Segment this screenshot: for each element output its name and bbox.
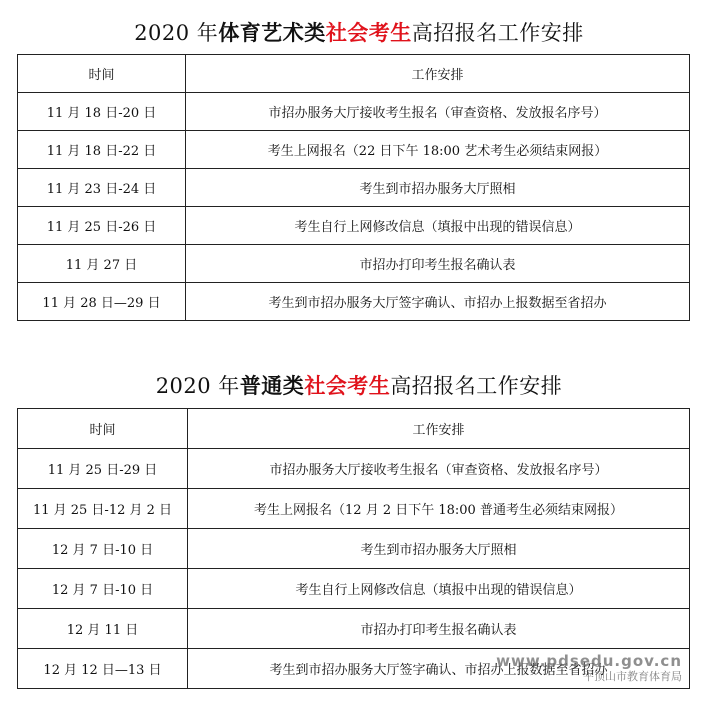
row-date: 12 月 11 日 xyxy=(18,609,188,649)
row-date: 11 月 28 日—29 日 xyxy=(18,283,186,321)
table-row xyxy=(18,245,690,283)
section1-title-rest: 高招报名工作安排 xyxy=(411,21,584,45)
section2-title-category: 普通类 xyxy=(239,373,305,398)
section2-title xyxy=(0,372,718,400)
table-row xyxy=(18,93,690,131)
section2-title-year: 2020 年 xyxy=(155,374,240,398)
row-date: 11 月 25 日-26 日 xyxy=(18,207,186,245)
row-date: 11 月 23 日-24 日 xyxy=(18,169,186,207)
table-row xyxy=(18,207,690,245)
row-task: 考生上网报名（12 月 2 日下午 18:00 普通考生必须结束网报） xyxy=(188,489,690,529)
header-time: 时间 xyxy=(18,55,186,93)
row-date: 12 月 7 日-10 日 xyxy=(18,529,188,569)
table-header-row xyxy=(18,55,690,93)
row-task: 市招办服务大厅接收考生报名（审查资格、发放报名序号） xyxy=(186,93,690,131)
watermark-url: www.pdsedu.gov.cn xyxy=(496,652,682,670)
header-task: 工作安排 xyxy=(188,409,690,449)
table-row xyxy=(18,489,690,529)
site-watermark xyxy=(496,652,682,684)
table-header-row xyxy=(18,409,690,449)
row-task: 考生自行上网修改信息（填报中出现的错误信息） xyxy=(186,207,690,245)
section2-title-highlight: 社会考生 xyxy=(304,373,391,398)
header-time: 时间 xyxy=(18,409,188,449)
table-row xyxy=(18,449,690,489)
row-task: 考生到市招办服务大厅签字确认、市招办上报数据至省招办 xyxy=(186,283,690,321)
row-date: 11 月 25 日-29 日 xyxy=(18,449,188,489)
table-row xyxy=(18,169,690,207)
section1-title-highlight: 社会考生 xyxy=(325,20,412,45)
section1-title-year: 2020 年 xyxy=(134,21,219,45)
row-task: 市招办服务大厅接收考生报名（审查资格、发放报名序号） xyxy=(188,449,690,489)
row-date: 11 月 27 日 xyxy=(18,245,186,283)
row-date: 11 月 18 日-22 日 xyxy=(18,131,186,169)
row-task: 市招办打印考生报名确认表 xyxy=(186,245,690,283)
table-row xyxy=(18,609,690,649)
row-task: 考生到市招办服务大厅签字确认、市招办上报数据至省招办 xyxy=(188,649,690,689)
section1-title-category: 体育艺术类 xyxy=(218,20,326,45)
section2-title-rest: 高招报名工作安排 xyxy=(390,374,563,398)
header-task: 工作安排 xyxy=(186,55,690,93)
table-row xyxy=(18,131,690,169)
row-task: 考生自行上网修改信息（填报中出现的错误信息） xyxy=(188,569,690,609)
row-task: 市招办打印考生报名确认表 xyxy=(188,609,690,649)
section2-schedule-table xyxy=(17,408,690,689)
table-row xyxy=(18,529,690,569)
row-task: 考生到市招办服务大厅照相 xyxy=(186,169,690,207)
row-task: 考生上网报名（22 日下午 18:00 艺术考生必须结束网报） xyxy=(186,131,690,169)
row-date: 11 月 25 日-12 月 2 日 xyxy=(18,489,188,529)
watermark-org: 平顶山市教育体育局 xyxy=(583,670,682,683)
section1-schedule-table xyxy=(17,54,690,321)
row-date: 11 月 18 日-20 日 xyxy=(18,93,186,131)
row-task: 考生到市招办服务大厅照相 xyxy=(188,529,690,569)
table-row xyxy=(18,569,690,609)
row-date: 12 月 12 日—13 日 xyxy=(18,649,188,689)
section1-title xyxy=(0,19,718,47)
row-date: 12 月 7 日-10 日 xyxy=(18,569,188,609)
table-row xyxy=(18,283,690,321)
